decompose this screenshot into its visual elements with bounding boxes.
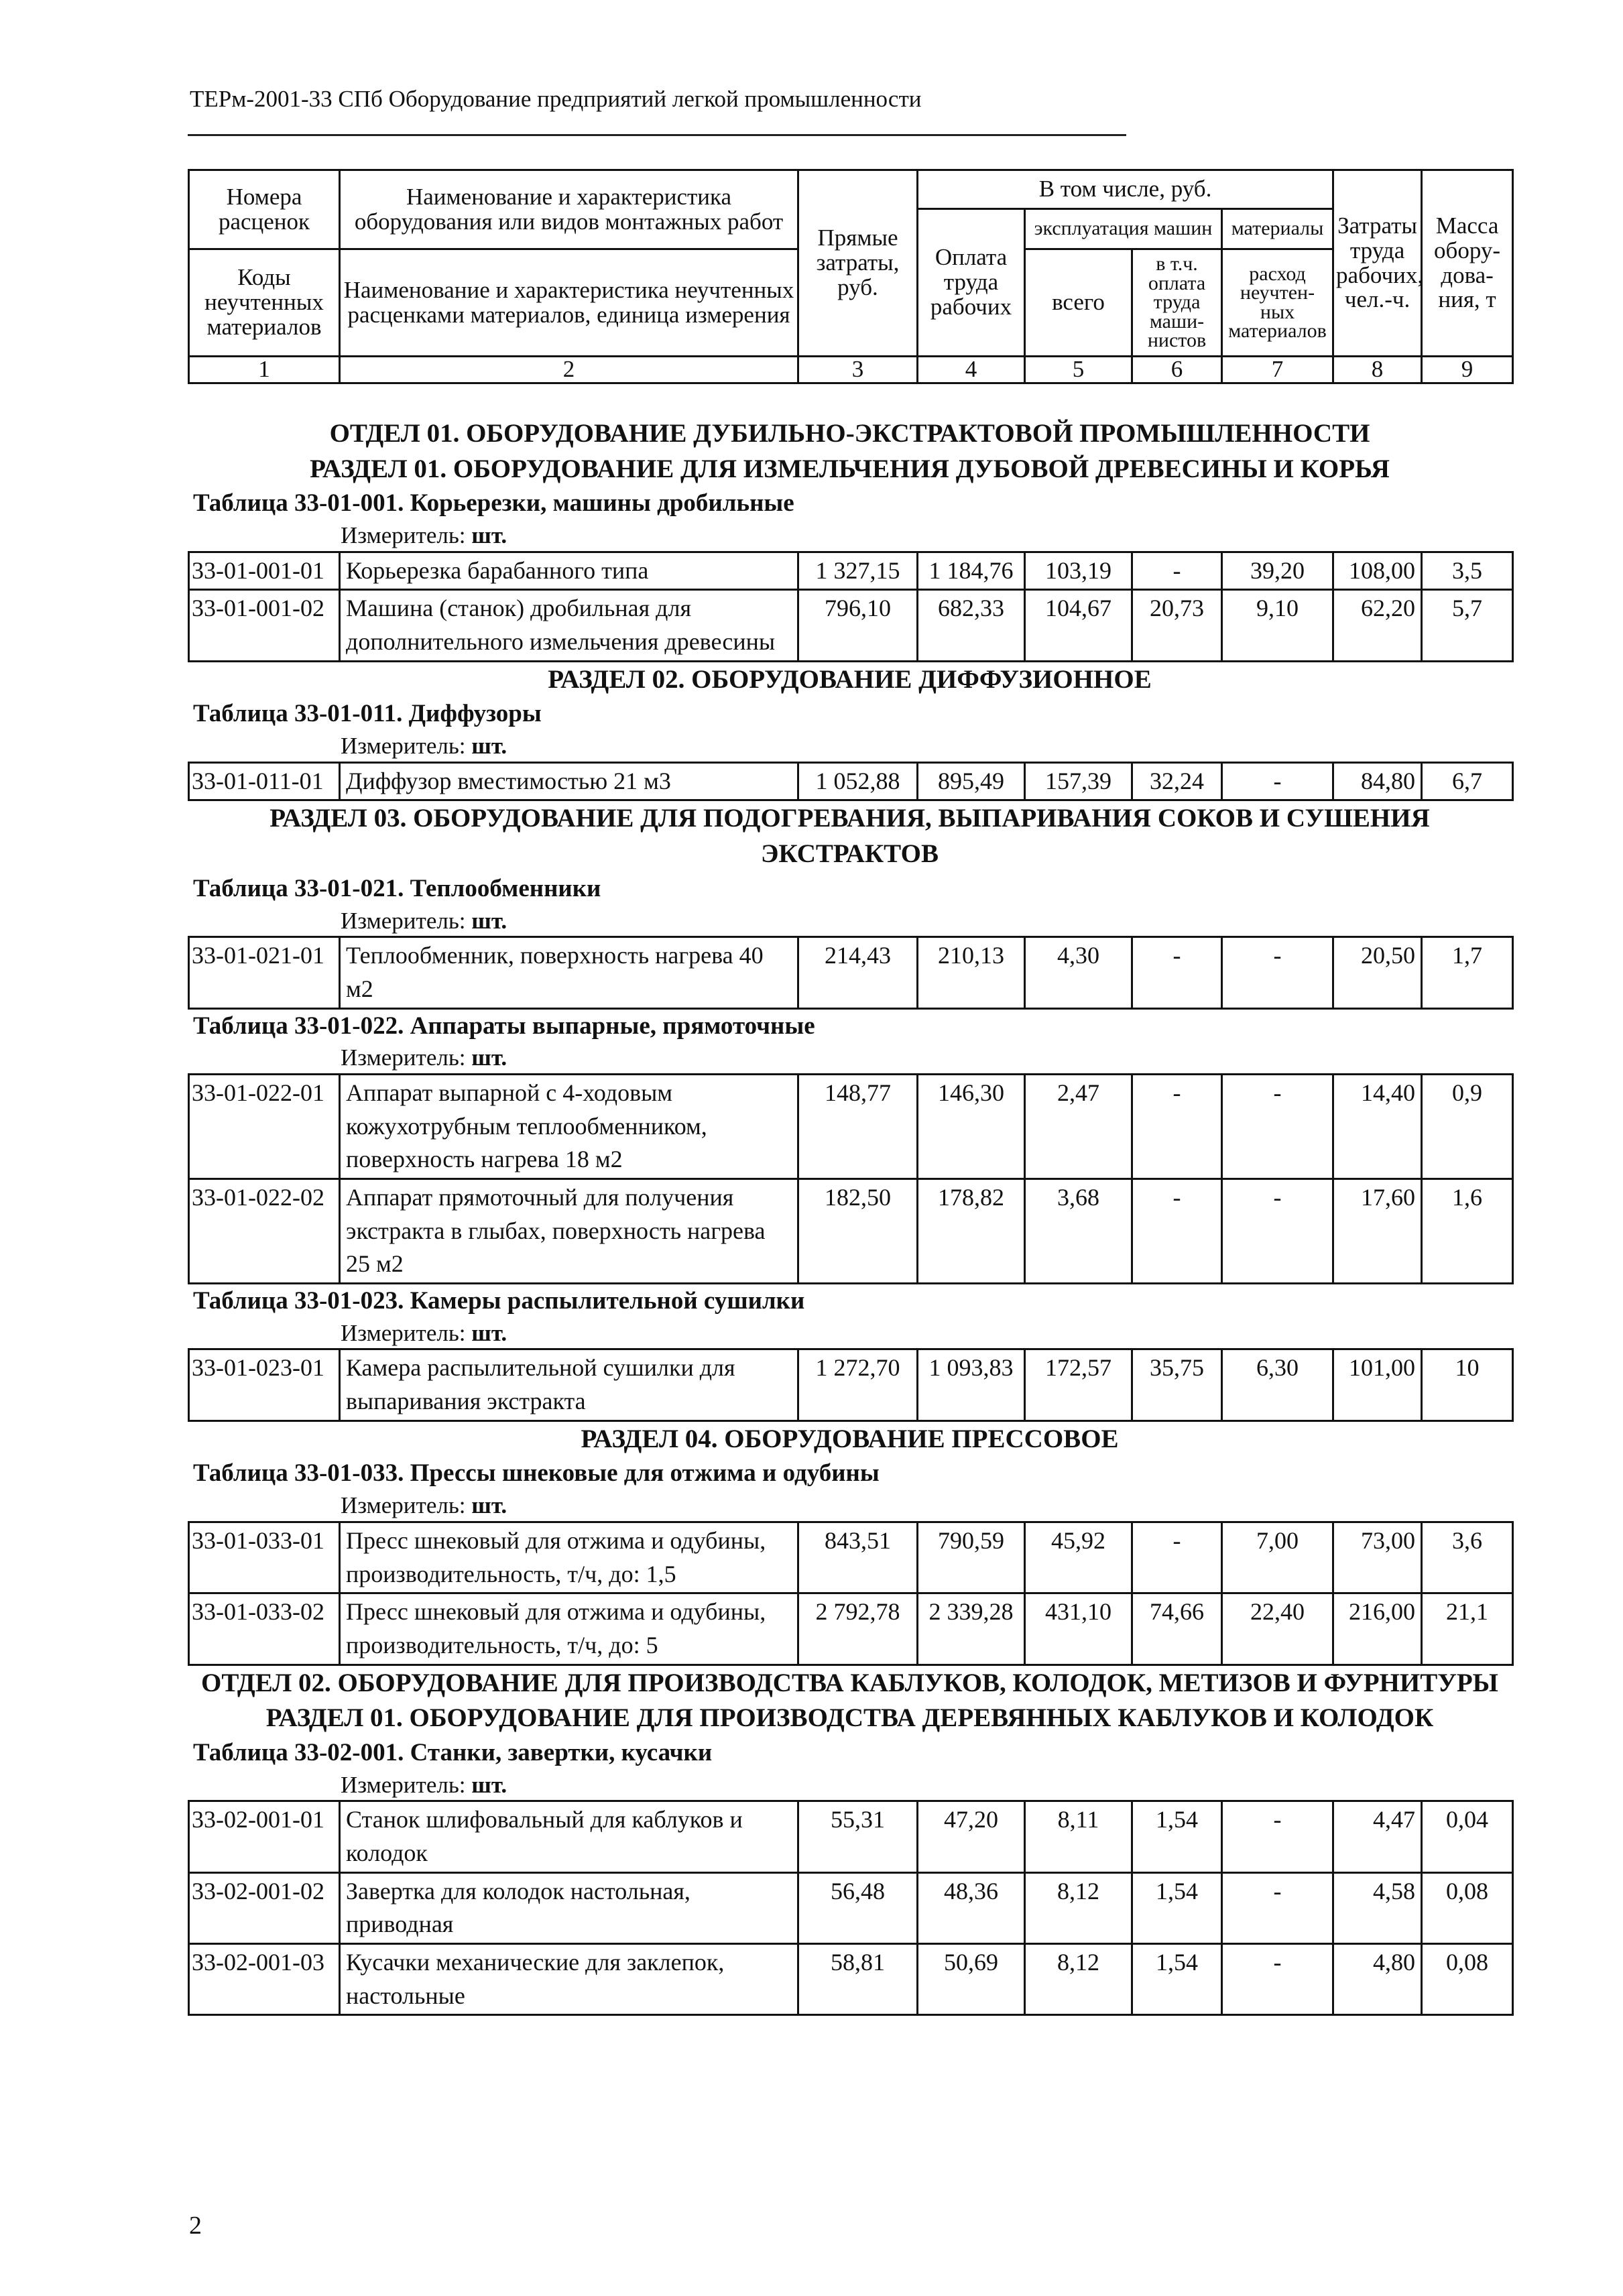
cell-equipment-mass: 0,08 <box>1422 1943 1513 2014</box>
cell-equipment-mass: 1,7 <box>1422 937 1513 1008</box>
cell-work-name: Диффузор вместимостью 21 м3 <box>340 762 798 800</box>
cell-materials-cost: - <box>1222 762 1333 800</box>
header-name-bottom: Наименование и характеристика неучтенных расценками материалов, единица измерения <box>340 249 798 357</box>
table-title: Таблица 33-01-011. Диффузоры <box>193 700 542 728</box>
cell-machinist-pay: 35,75 <box>1132 1349 1222 1421</box>
cell-direct-costs: 1 272,70 <box>798 1349 918 1421</box>
cell-equipment-mass: 21,1 <box>1422 1593 1513 1665</box>
cell-direct-costs: 843,51 <box>798 1522 918 1593</box>
cell-materials-cost: - <box>1222 1179 1333 1284</box>
cell-equipment-mass: 3,5 <box>1422 552 1513 590</box>
cell-machines-total: 4,30 <box>1025 937 1132 1008</box>
cell-materials-cost: 9,10 <box>1222 590 1333 661</box>
cell-work-name: Корьерезка барабанного типа <box>340 552 798 590</box>
cell-materials-cost: 39,20 <box>1222 552 1333 590</box>
cell-worker-pay: 146,30 <box>918 1074 1025 1179</box>
cell-equipment-mass: 0,04 <box>1422 1801 1513 1872</box>
cell-labor-hours: 101,00 <box>1333 1349 1422 1421</box>
cell-worker-pay: 47,20 <box>918 1801 1025 1872</box>
cell-worker-pay: 682,33 <box>918 590 1025 661</box>
page-content <box>188 169 1512 2016</box>
cell-worker-pay: 790,59 <box>918 1522 1025 1593</box>
cell-work-name: Аппарат прямоточный для получения экстракта в глыбах, поверхность нагрева 25 м2 <box>340 1179 798 1284</box>
cell-machines-total: 157,39 <box>1025 762 1132 800</box>
cell-machines-total: 45,92 <box>1025 1522 1132 1593</box>
unit-of-measure: Измеритель: шт. <box>341 1771 507 1798</box>
cell-machinist-pay: 32,24 <box>1132 762 1222 800</box>
cell-direct-costs: 214,43 <box>798 937 918 1008</box>
cell-machinist-pay: - <box>1132 1522 1222 1593</box>
table-row <box>189 1179 1513 1284</box>
header-including-group: В том числе, руб. <box>918 170 1333 209</box>
cell-rate-code: 33-01-001-01 <box>189 552 340 590</box>
cell-work-name: Камера распылительной сушилки для выпаривания экстракта <box>340 1349 798 1421</box>
cell-rate-code: 33-02-001-03 <box>189 1943 340 2014</box>
cell-worker-pay: 48,36 <box>918 1872 1025 1943</box>
razdel-title: РАЗДЕЛ 01. ОБОРУДОВАНИЕ ДЛЯ ИЗМЕЛЬЧЕНИЯ ДУБОВОЙ ДРЕВЕСИНЫ И КОРЬЯ <box>310 454 1390 483</box>
header-col-number: 8 <box>1333 357 1422 383</box>
cell-rate-code: 33-01-023-01 <box>189 1349 340 1421</box>
cell-rate-code: 33-01-033-02 <box>189 1593 340 1665</box>
price-table <box>188 936 1514 1009</box>
table-title: Таблица 33-01-033. Прессы шнековые для отжима и одубины <box>193 1459 880 1488</box>
cell-equipment-mass: 0,9 <box>1422 1074 1513 1179</box>
table-row <box>189 1801 1513 1872</box>
cell-labor-hours: 14,40 <box>1333 1074 1422 1179</box>
header-name-top: Наименование и характеристика оборудования или видов монтажных работ <box>340 170 798 249</box>
cell-rate-code: 33-01-001-02 <box>189 590 340 661</box>
cell-worker-pay: 2 339,28 <box>918 1593 1025 1665</box>
cell-rate-code: 33-02-001-02 <box>189 1872 340 1943</box>
header-materials: материалы <box>1222 209 1333 249</box>
razdel-title: РАЗДЕЛ 01. ОБОРУДОВАНИЕ ДЛЯ ПРОИЗВОДСТВА ДЕРЕВЯННЫХ КАБЛУКОВ И КОЛОДОК <box>265 1703 1434 1733</box>
cell-machinist-pay: 1,54 <box>1132 1872 1222 1943</box>
price-table <box>188 551 1514 662</box>
cell-rate-code: 33-01-021-01 <box>189 937 340 1008</box>
table-title: Таблица 33-01-001. Корьерезки, машины дробильные <box>193 489 794 518</box>
cell-worker-pay: 50,69 <box>918 1943 1025 2014</box>
cell-labor-hours: 4,47 <box>1333 1801 1422 1872</box>
cell-machines-total: 103,19 <box>1025 552 1132 590</box>
table-row <box>189 1074 1513 1179</box>
cell-work-name: Пресс шнековый для отжима и одубины, производительность, т/ч, до: 1,5 <box>340 1522 798 1593</box>
cell-equipment-mass: 6,7 <box>1422 762 1513 800</box>
price-table <box>188 1348 1514 1421</box>
cell-materials-cost: - <box>1222 1801 1333 1872</box>
unit-of-measure: Измеритель: шт. <box>341 733 507 760</box>
table-row <box>189 937 1513 1008</box>
page-number: 2 <box>189 2212 202 2240</box>
cell-direct-costs: 182,50 <box>798 1179 918 1284</box>
unit-of-measure: Измеритель: шт. <box>341 1044 507 1071</box>
cell-worker-pay: 1 184,76 <box>918 552 1025 590</box>
table-title: Таблица 33-01-022. Аппараты выпарные, прямоточные <box>193 1012 815 1040</box>
cell-materials-cost: - <box>1222 1943 1333 2014</box>
cell-rate-code: 33-01-011-01 <box>189 762 340 800</box>
cell-labor-hours: 20,50 <box>1333 937 1422 1008</box>
unit-of-measure: Измеритель: шт. <box>341 907 507 934</box>
cell-rate-code: 33-01-022-02 <box>189 1179 340 1284</box>
column-header-table <box>188 169 1514 384</box>
header-labor-hours: Затраты труда рабочих, чел.-ч. <box>1333 170 1422 357</box>
header-col-number: 1 <box>189 357 340 383</box>
header-machines-total: всего <box>1025 249 1132 357</box>
cell-worker-pay: 895,49 <box>918 762 1025 800</box>
cell-machinist-pay: - <box>1132 552 1222 590</box>
header-direct-costs: Прямые затраты, руб. <box>798 170 918 357</box>
header-machinist-pay: в т.ч. оплата труда маши-нистов <box>1132 249 1222 357</box>
cell-rate-code: 33-02-001-01 <box>189 1801 340 1872</box>
price-table <box>188 1800 1514 2016</box>
cell-labor-hours: 73,00 <box>1333 1522 1422 1593</box>
cell-machinist-pay: 1,54 <box>1132 1943 1222 2014</box>
header-col-number: 2 <box>340 357 798 383</box>
otdel-title: ОТДЕЛ 01. ОБОРУДОВАНИЕ ДУБИЛЬНО-ЭКСТРАКТОВОЙ ПРОМЫШЛЕННОСТИ <box>329 419 1370 448</box>
cell-materials-cost: - <box>1222 1872 1333 1943</box>
cell-machinist-pay: 20,73 <box>1132 590 1222 661</box>
cell-labor-hours: 17,60 <box>1333 1179 1422 1284</box>
cell-labor-hours: 62,20 <box>1333 590 1422 661</box>
page-header: ТЕРм-2001-33 СПб Оборудование предприятий легкой промышленности <box>190 86 922 112</box>
header-machine-operation: эксплуатация машин <box>1025 209 1222 249</box>
cell-machines-total: 8,11 <box>1025 1801 1132 1872</box>
cell-equipment-mass: 0,08 <box>1422 1872 1513 1943</box>
cell-labor-hours: 108,00 <box>1333 552 1422 590</box>
header-equipment-mass: Масса обору-дова-ния, т <box>1422 170 1513 357</box>
razdel-title: РАЗДЕЛ 04. ОБОРУДОВАНИЕ ПРЕССОВОЕ <box>581 1424 1119 1453</box>
cell-labor-hours: 4,80 <box>1333 1943 1422 2014</box>
cell-direct-costs: 1 052,88 <box>798 762 918 800</box>
header-unaccounted-materials: расход неучтен-ных материалов <box>1222 249 1333 357</box>
razdel-title: РАЗДЕЛ 03. ОБОРУДОВАНИЕ ДЛЯ ПОДОГРЕВАНИЯ, ВЫПАРИВАНИЯ СОКОВ И СУШЕНИЯ ЭКСТРАКТОВ <box>269 804 1430 869</box>
cell-rate-code: 33-01-022-01 <box>189 1074 340 1179</box>
header-col-number: 7 <box>1222 357 1333 383</box>
cell-direct-costs: 58,81 <box>798 1943 918 2014</box>
razdel-title: РАЗДЕЛ 02. ОБОРУДОВАНИЕ ДИФФУЗИОННОЕ <box>548 664 1152 694</box>
cell-machines-total: 3,68 <box>1025 1179 1132 1284</box>
cell-machinist-pay: - <box>1132 1074 1222 1179</box>
cell-equipment-mass: 5,7 <box>1422 590 1513 661</box>
price-table <box>188 762 1514 802</box>
table-row <box>189 1349 1513 1421</box>
header-col-number: 3 <box>798 357 918 383</box>
table-row <box>189 1522 1513 1593</box>
table-row <box>189 552 1513 590</box>
cell-work-name: Кусачки механические для заклепок, настольные <box>340 1943 798 2014</box>
cell-machines-total: 8,12 <box>1025 1943 1132 2014</box>
cell-direct-costs: 2 792,78 <box>798 1593 918 1665</box>
cell-work-name: Станок шлифовальный для каблуков и колодок <box>340 1801 798 1872</box>
cell-machinist-pay: - <box>1132 937 1222 1008</box>
cell-work-name: Аппарат выпарной с 4-ходовым кожухотрубным теплообменником, поверхность нагрева 18 м2 <box>340 1074 798 1179</box>
unit-of-measure: Измеритель: шт. <box>341 522 507 549</box>
cell-labor-hours: 216,00 <box>1333 1593 1422 1665</box>
header-rule <box>188 134 1126 136</box>
cell-direct-costs: 56,48 <box>798 1872 918 1943</box>
cell-labor-hours: 84,80 <box>1333 762 1422 800</box>
header-col-number: 4 <box>918 357 1025 383</box>
table-row <box>189 590 1513 661</box>
cell-materials-cost: 22,40 <box>1222 1593 1333 1665</box>
cell-materials-cost: 6,30 <box>1222 1349 1333 1421</box>
cell-machines-total: 172,57 <box>1025 1349 1132 1421</box>
cell-machines-total: 104,67 <box>1025 590 1132 661</box>
price-table <box>188 1073 1514 1284</box>
cell-work-name: Машина (станок) дробильная для дополнительного измельчения древесины <box>340 590 798 661</box>
header-codes-bottom: Коды неучтенных материалов <box>189 249 340 357</box>
header-col-number: 9 <box>1422 357 1513 383</box>
header-worker-pay: Оплата труда рабочих <box>918 209 1025 357</box>
cell-direct-costs: 55,31 <box>798 1801 918 1872</box>
table-row <box>189 762 1513 800</box>
cell-worker-pay: 178,82 <box>918 1179 1025 1284</box>
cell-work-name: Завертка для колодок настольная, приводная <box>340 1872 798 1943</box>
cell-equipment-mass: 1,6 <box>1422 1179 1513 1284</box>
table-title: Таблица 33-01-023. Камеры распылительной сушилки <box>193 1287 805 1315</box>
cell-machines-total: 2,47 <box>1025 1074 1132 1179</box>
cell-labor-hours: 4,58 <box>1333 1872 1422 1943</box>
cell-machinist-pay: - <box>1132 1179 1222 1284</box>
cell-direct-costs: 796,10 <box>798 590 918 661</box>
cell-machinist-pay: 74,66 <box>1132 1593 1222 1665</box>
otdel-title: ОТДЕЛ 02. ОБОРУДОВАНИЕ ДЛЯ ПРОИЗВОДСТВА КАБЛУКОВ, КОЛОДОК, МЕТИЗОВ И ФУРНИТУРЫ <box>201 1668 1498 1697</box>
cell-worker-pay: 1 093,83 <box>918 1349 1025 1421</box>
cell-equipment-mass: 10 <box>1422 1349 1513 1421</box>
price-table <box>188 1521 1514 1666</box>
cell-machines-total: 8,12 <box>1025 1872 1132 1943</box>
unit-of-measure: Измеритель: шт. <box>341 1492 507 1519</box>
cell-materials-cost: - <box>1222 937 1333 1008</box>
table-row <box>189 1872 1513 1943</box>
header-col-number: 6 <box>1132 357 1222 383</box>
table-row <box>189 1943 1513 2014</box>
cell-equipment-mass: 3,6 <box>1422 1522 1513 1593</box>
cell-direct-costs: 148,77 <box>798 1074 918 1179</box>
table-row <box>189 1593 1513 1665</box>
header-col-number: 5 <box>1025 357 1132 383</box>
cell-worker-pay: 210,13 <box>918 937 1025 1008</box>
cell-rate-code: 33-01-033-01 <box>189 1522 340 1593</box>
cell-direct-costs: 1 327,15 <box>798 552 918 590</box>
header-codes-top: Номера расценок <box>189 170 340 249</box>
cell-materials-cost: - <box>1222 1074 1333 1179</box>
cell-materials-cost: 7,00 <box>1222 1522 1333 1593</box>
unit-of-measure: Измеритель: шт. <box>341 1319 507 1346</box>
cell-machinist-pay: 1,54 <box>1132 1801 1222 1872</box>
cell-work-name: Пресс шнековый для отжима и одубины, производительность, т/ч, до: 5 <box>340 1593 798 1665</box>
cell-work-name: Теплообменник, поверхность нагрева 40 м2 <box>340 937 798 1008</box>
table-title: Таблица 33-02-001. Станки, завертки, кусачки <box>193 1738 713 1766</box>
table-title: Таблица 33-01-021. Теплообменники <box>193 874 601 902</box>
cell-machines-total: 431,10 <box>1025 1593 1132 1665</box>
